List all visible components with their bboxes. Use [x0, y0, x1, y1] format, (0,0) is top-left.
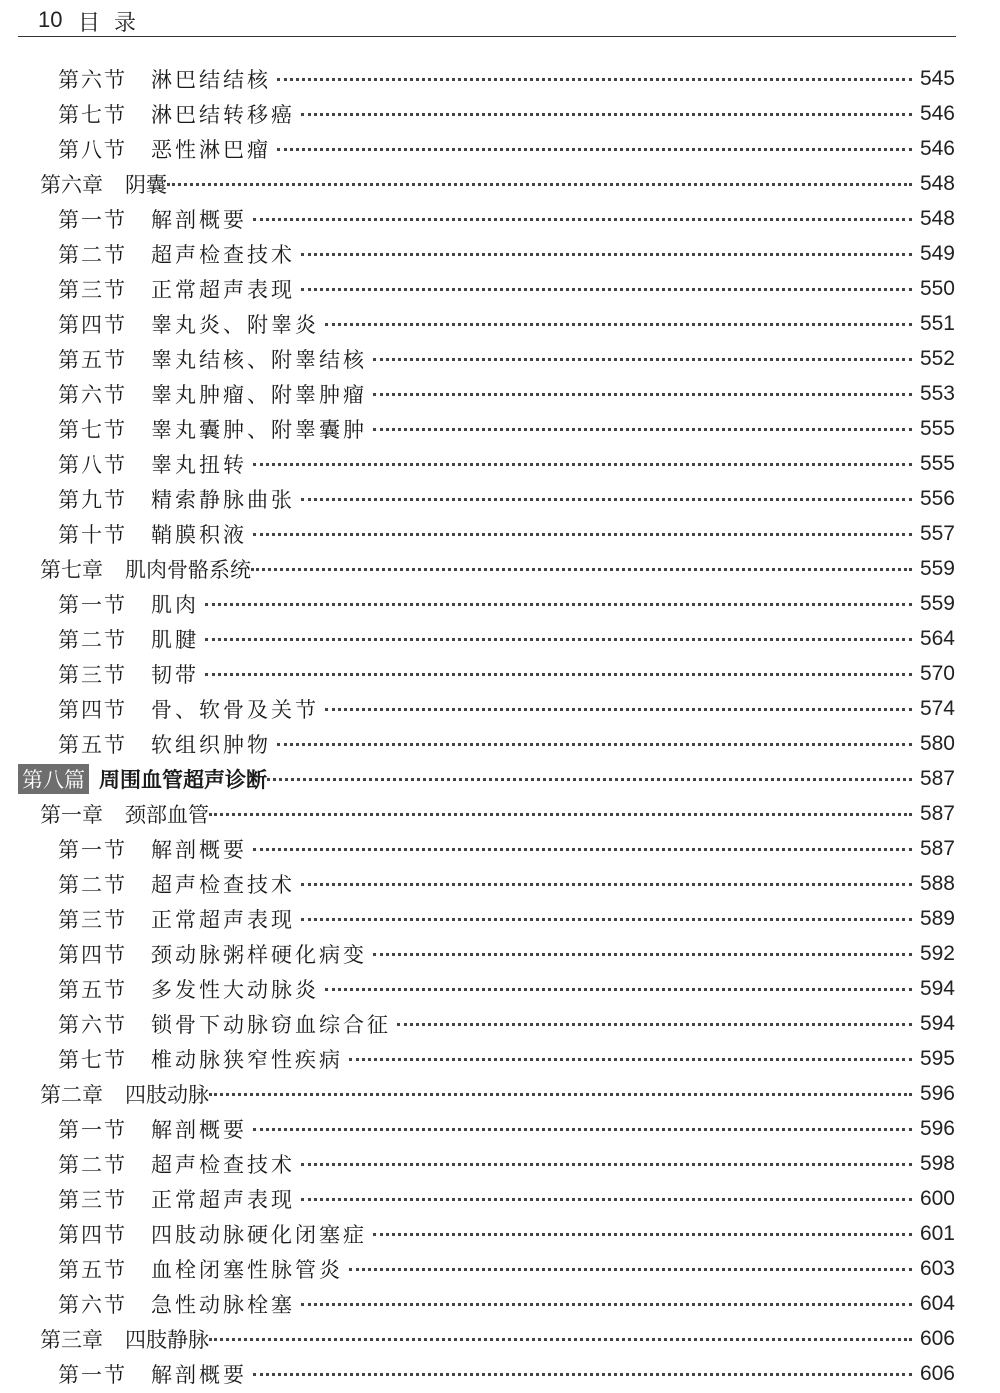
toc-number: 第五节 — [58, 347, 127, 372]
dot-leader — [277, 743, 912, 746]
toc-chapter-row[interactable] — [0, 166, 1000, 201]
toc-section-row[interactable] — [0, 586, 1000, 621]
dot-leader — [373, 428, 912, 431]
part-number-badge: 第八篇 — [18, 764, 89, 794]
toc-number: 第六节 — [58, 1292, 127, 1317]
dot-leader — [209, 1338, 912, 1341]
dot-leader — [267, 778, 912, 781]
toc-section-row[interactable] — [0, 201, 1000, 236]
toc-number: 第三节 — [58, 907, 127, 932]
dot-leader — [373, 358, 912, 361]
toc-page-number: 556 — [919, 486, 955, 510]
toc-number: 第五节 — [58, 732, 127, 757]
toc-section-row[interactable] — [0, 96, 1000, 131]
dot-leader — [349, 1268, 912, 1271]
toc-page-number: 600 — [919, 1186, 955, 1210]
toc-page-number: 548 — [919, 171, 955, 195]
toc-number: 第七节 — [58, 417, 127, 442]
toc-section-row[interactable] — [0, 446, 1000, 481]
toc-title: 颈动脉粥样硬化病变 — [151, 942, 367, 967]
toc-title: 精索静脉曲张 — [151, 487, 295, 512]
toc-part-row[interactable] — [0, 761, 1000, 796]
toc-section-row[interactable] — [0, 1251, 1000, 1286]
dot-leader — [277, 148, 912, 151]
toc-page-number: 557 — [919, 521, 955, 545]
dot-leader — [167, 183, 912, 186]
dot-leader — [301, 883, 912, 886]
toc-section-row[interactable] — [0, 1041, 1000, 1076]
toc-page-number: 546 — [919, 101, 955, 125]
toc-title: 睾丸肿瘤、附睾肿瘤 — [151, 382, 367, 407]
toc-page-number: 555 — [919, 451, 955, 475]
toc-page-number: 545 — [919, 66, 955, 90]
dot-leader — [301, 1163, 912, 1166]
toc-number: 第四节 — [58, 942, 127, 967]
dot-leader — [301, 1198, 912, 1201]
toc-title: 四肢动脉硬化闭塞症 — [151, 1222, 367, 1247]
toc-page-number: 551 — [919, 311, 955, 335]
toc-section-row[interactable] — [0, 1216, 1000, 1251]
dot-leader — [209, 813, 912, 816]
toc-page-number: 555 — [919, 416, 955, 440]
header-title: 目录 — [78, 11, 151, 36]
toc-number: 第九节 — [58, 487, 127, 512]
toc-number: 第四节 — [58, 1222, 127, 1247]
toc-number: 第二节 — [58, 242, 127, 267]
toc-title: 四肢动脉 — [125, 1082, 209, 1107]
toc-title: 解剖概要 — [151, 1117, 247, 1142]
toc-number: 第六节 — [58, 67, 127, 92]
toc-section-row[interactable] — [0, 656, 1000, 691]
toc-chapter-row[interactable] — [0, 1076, 1000, 1111]
dot-leader — [373, 1233, 912, 1236]
dot-leader — [205, 638, 912, 641]
toc-section-row[interactable] — [0, 271, 1000, 306]
toc-section-row[interactable] — [0, 376, 1000, 411]
toc-page-number: 596 — [919, 1081, 955, 1105]
table-of-contents — [0, 61, 1000, 1391]
dot-leader — [253, 1128, 912, 1131]
dot-leader — [251, 568, 912, 571]
toc-number: 第六节 — [58, 382, 127, 407]
toc-title: 睾丸结核、附睾结核 — [151, 347, 367, 372]
dot-leader — [277, 78, 912, 81]
toc-number: 第一节 — [58, 1362, 127, 1387]
toc-page-number: 596 — [919, 1116, 955, 1140]
toc-title: 颈部血管 — [125, 802, 209, 827]
toc-page-number: 564 — [919, 626, 955, 650]
toc-section-row[interactable] — [0, 61, 1000, 96]
toc-page-number: 553 — [919, 381, 955, 405]
toc-title: 鞘膜积液 — [151, 522, 247, 547]
dot-leader — [253, 218, 912, 221]
toc-section-row[interactable] — [0, 411, 1000, 446]
toc-page-number: 606 — [919, 1326, 955, 1350]
toc-number: 第一节 — [58, 207, 127, 232]
toc-section-row[interactable] — [0, 971, 1000, 1006]
dot-leader — [253, 848, 912, 851]
toc-title: 锁骨下动脉窃血综合征 — [151, 1012, 391, 1037]
toc-page-number: 594 — [919, 1011, 955, 1035]
dot-leader — [253, 1373, 912, 1376]
toc-title: 超声检查技术 — [151, 1152, 295, 1177]
toc-title: 急性动脉栓塞 — [151, 1292, 295, 1317]
toc-title: 周围血管超声诊断 — [99, 767, 267, 792]
toc-page-number: 594 — [919, 976, 955, 1000]
dot-leader — [253, 533, 912, 536]
toc-number: 第八节 — [58, 452, 127, 477]
toc-title: 睾丸扭转 — [151, 452, 247, 477]
dot-leader — [325, 988, 912, 991]
toc-page-number: 559 — [919, 591, 955, 615]
dot-leader — [397, 1023, 912, 1026]
toc-section-row[interactable] — [0, 481, 1000, 516]
toc-page-number: 598 — [919, 1151, 955, 1175]
toc-page-number: 595 — [919, 1046, 955, 1070]
toc-number: 第五节 — [58, 977, 127, 1002]
toc-title: 正常超声表现 — [151, 907, 295, 932]
dot-leader — [253, 463, 912, 466]
toc-number: 第十节 — [58, 522, 127, 547]
toc-page-number: 549 — [919, 241, 955, 265]
toc-section-row[interactable] — [0, 341, 1000, 376]
toc-title: 淋巴结结核 — [151, 67, 271, 92]
toc-number: 第七章 — [40, 557, 103, 582]
toc-title: 超声检查技术 — [151, 872, 295, 897]
toc-number: 第七节 — [58, 1047, 127, 1072]
toc-number: 第五节 — [58, 1257, 127, 1282]
toc-page-number: 550 — [919, 276, 955, 300]
toc-section-row[interactable] — [0, 726, 1000, 761]
toc-title: 解剖概要 — [151, 1362, 247, 1387]
toc-title: 恶性淋巴瘤 — [151, 137, 271, 162]
dot-leader — [205, 673, 912, 676]
dot-leader — [373, 953, 912, 956]
toc-number: 第二章 — [40, 1082, 103, 1107]
toc-title: 解剖概要 — [151, 207, 247, 232]
toc-number: 第四节 — [58, 312, 127, 337]
toc-title: 超声检查技术 — [151, 242, 295, 267]
toc-title: 肌肉骨骼系统 — [125, 557, 251, 582]
toc-title: 睾丸囊肿、附睾囊肿 — [151, 417, 367, 442]
toc-page-number: 570 — [919, 661, 955, 685]
toc-number: 第三章 — [40, 1327, 103, 1352]
dot-leader — [349, 1058, 912, 1061]
toc-section-row[interactable] — [0, 1181, 1000, 1216]
dot-leader — [301, 288, 912, 291]
toc-chapter-row[interactable] — [0, 796, 1000, 831]
toc-title: 韧带 — [151, 662, 199, 687]
toc-number: 第三节 — [58, 1187, 127, 1212]
page-header — [18, 0, 956, 37]
toc-page-number: 588 — [919, 871, 955, 895]
dot-leader — [301, 113, 912, 116]
toc-page-number: 587 — [919, 801, 955, 825]
toc-number: 第二节 — [58, 872, 127, 897]
toc-title: 淋巴结转移癌 — [151, 102, 295, 127]
toc-section-row[interactable] — [0, 936, 1000, 971]
toc-page-number: 587 — [919, 836, 955, 860]
toc-chapter-row[interactable] — [0, 551, 1000, 586]
toc-section-row[interactable] — [0, 306, 1000, 341]
toc-page-number: 552 — [919, 346, 955, 370]
toc-number: 第三节 — [58, 277, 127, 302]
dot-leader — [301, 253, 912, 256]
toc-title: 睾丸炎、附睾炎 — [151, 312, 319, 337]
toc-title: 解剖概要 — [151, 837, 247, 862]
toc-section-row[interactable] — [0, 901, 1000, 936]
toc-number: 第八节 — [58, 137, 127, 162]
toc-title: 椎动脉狭窄性疾病 — [151, 1047, 343, 1072]
toc-page-number: 592 — [919, 941, 955, 965]
toc-title: 肌腱 — [151, 627, 199, 652]
toc-section-row[interactable] — [0, 621, 1000, 656]
dot-leader — [325, 323, 912, 326]
toc-page-number: 606 — [919, 1361, 955, 1385]
toc-page-number: 601 — [919, 1221, 955, 1245]
toc-section-row[interactable] — [0, 866, 1000, 901]
toc-number: 第七节 — [58, 102, 127, 127]
toc-page-number: 559 — [919, 556, 955, 580]
toc-section-row[interactable] — [0, 1146, 1000, 1181]
toc-page-number: 603 — [919, 1256, 955, 1280]
toc-number: 第二节 — [58, 1152, 127, 1177]
toc-title: 多发性大动脉炎 — [151, 977, 319, 1002]
toc-page-number: 604 — [919, 1291, 955, 1315]
dot-leader — [301, 1303, 912, 1306]
toc-section-row[interactable] — [0, 691, 1000, 726]
dot-leader — [301, 918, 912, 921]
toc-title: 正常超声表现 — [151, 277, 295, 302]
toc-title: 肌肉 — [151, 592, 199, 617]
dot-leader — [209, 1093, 912, 1096]
toc-title: 阴囊 — [125, 172, 167, 197]
toc-section-row[interactable] — [0, 1286, 1000, 1321]
toc-number: 第一章 — [40, 802, 103, 827]
toc-page-number: 587 — [919, 766, 955, 790]
toc-page-number: 548 — [919, 206, 955, 230]
toc-number: 第三节 — [58, 662, 127, 687]
toc-number: 第四节 — [58, 697, 127, 722]
toc-page-number: 589 — [919, 906, 955, 930]
toc-section-row[interactable] — [0, 831, 1000, 866]
toc-title: 四肢静脉 — [125, 1327, 209, 1352]
toc-title: 正常超声表现 — [151, 1187, 295, 1212]
toc-section-row[interactable] — [0, 1356, 1000, 1391]
toc-page-number: 546 — [919, 136, 955, 160]
toc-page-number: 574 — [919, 696, 955, 720]
toc-title: 软组织肿物 — [151, 732, 271, 757]
toc-section-row[interactable] — [0, 131, 1000, 166]
toc-section-row[interactable] — [0, 1006, 1000, 1041]
dot-leader — [205, 603, 912, 606]
toc-section-row[interactable] — [0, 1111, 1000, 1146]
toc-number: 第一节 — [58, 1117, 127, 1142]
toc-number: 第一节 — [58, 592, 127, 617]
toc-number: 第六节 — [58, 1012, 127, 1037]
toc-title: 骨、软骨及关节 — [151, 697, 319, 722]
toc-number: 第二节 — [58, 627, 127, 652]
dot-leader — [373, 393, 912, 396]
toc-section-row[interactable] — [0, 236, 1000, 271]
toc-number: 第六章 — [40, 172, 103, 197]
toc-chapter-row[interactable] — [0, 1321, 1000, 1356]
dot-leader — [325, 708, 912, 711]
toc-section-row[interactable] — [0, 516, 1000, 551]
dot-leader — [301, 498, 912, 501]
page-number: 10 — [38, 7, 63, 32]
toc-number: 第一节 — [58, 837, 127, 862]
toc-page-number: 580 — [919, 731, 955, 755]
toc-title: 血栓闭塞性脉管炎 — [151, 1257, 343, 1282]
